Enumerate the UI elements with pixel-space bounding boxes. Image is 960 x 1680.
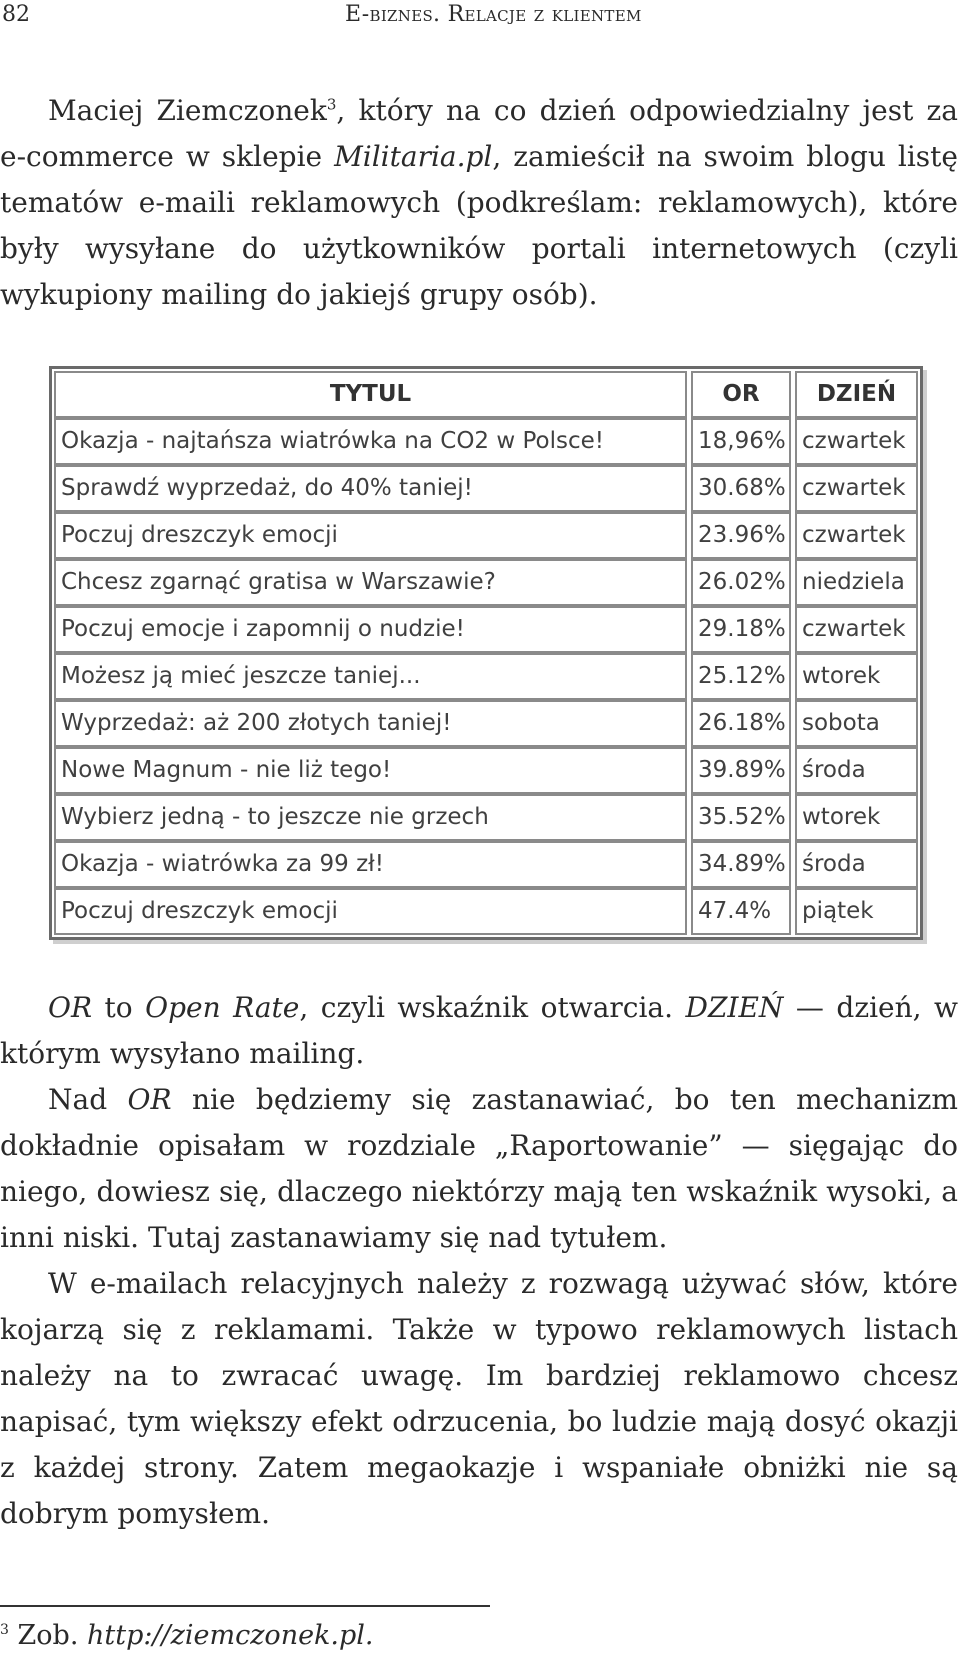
footnote-number: 3 xyxy=(0,1622,9,1638)
table-cell-day: czwartek xyxy=(795,512,918,559)
table-cell-day: czwartek xyxy=(795,606,918,653)
table-cell-title: Możesz ją mieć jeszcze taniej... xyxy=(54,653,687,700)
intro-text-1: Maciej Ziemczonek xyxy=(48,94,327,127)
header-or: OR xyxy=(691,371,791,418)
caption-text-1: to xyxy=(92,991,146,1024)
table-cell-or: 30.68% xyxy=(691,465,791,512)
table-cell-or: 29.18% xyxy=(691,606,791,653)
table-cell-title: Poczuj dreszczyk emocji xyxy=(54,512,687,559)
table-cell-or: 47.4% xyxy=(691,888,791,935)
table-grid xyxy=(52,369,920,935)
table-cell-or: 26.02% xyxy=(691,559,791,606)
table-cell-title: Sprawdź wyprzedaż, do 40% taniej! xyxy=(54,465,687,512)
intro-text-2: , który na co dzień odpowiedzialny jest za e-commerce w sklepie xyxy=(0,94,958,173)
caption-text-3: — dzień, w którym wysyłano mailing. xyxy=(0,991,958,1070)
table-cell-title: Wyprzedaż: aż 200 złotych taniej! xyxy=(54,700,687,747)
table-cell-day: czwartek xyxy=(795,418,918,465)
caption-open-rate: Open Rate xyxy=(145,991,300,1024)
caption-paragraph xyxy=(0,985,958,1077)
footnote xyxy=(0,1620,374,1651)
page-header xyxy=(0,2,960,32)
table-cell-day: czwartek xyxy=(795,465,918,512)
table-cell-day: piątek xyxy=(795,888,918,935)
footnote-label: Zob. xyxy=(17,1620,87,1651)
running-title: E-biznes. Relacje z klientem xyxy=(345,2,642,27)
or-paragraph xyxy=(0,1077,958,1261)
or-term: OR xyxy=(127,1083,172,1116)
email-subjects-table xyxy=(49,366,923,940)
table-cell-day: wtorek xyxy=(795,794,918,841)
caption-text-2: , czyli wskaźnik otwarcia. xyxy=(299,991,686,1024)
caption-dzien: DZIEŃ xyxy=(685,991,784,1024)
table-cell-or: 18,96% xyxy=(691,418,791,465)
table-cell-or: 25.12% xyxy=(691,653,791,700)
table-cell-or: 35.52% xyxy=(691,794,791,841)
table-cell-day: środa xyxy=(795,841,918,888)
intro-text-3: , zamieścił na swoim blogu listę tematów e-maili reklamowych (podkreślam: reklamowych), które były wysyłane do użytkowników portali internetowych (czyli wykupiony mailing do jakiejś grupy osób). xyxy=(0,140,958,311)
table-cell-day: środa xyxy=(795,747,918,794)
page-number: 82 xyxy=(2,2,30,27)
shop-name: Militaria.pl xyxy=(334,140,493,173)
footnote-link[interactable]: http://ziemczonek.pl. xyxy=(86,1620,374,1651)
table-cell-or: 39.89% xyxy=(691,747,791,794)
table-cell-day: wtorek xyxy=(795,653,918,700)
table-cell-title: Chcesz zgarnąć gratisa w Warszawie? xyxy=(54,559,687,606)
emails-paragraph: W e-mailach relacyjnych należy z rozwagą używać słów, które kojarzą się z reklamami. Także w typowo reklamowych listach należy na to zwracać uwagę. Im bardziej reklamowo chcesz napisać, tym większy efekt odrzucenia, bo ludzie mają dosyć okazji z każdej strony. Zatem megaokazje i wspaniałe obniżki nie są dobrym pomysłem. xyxy=(0,1267,958,1530)
table-cell-day: niedziela xyxy=(795,559,918,606)
or-text-2: nie będziemy się zastanawiać, bo ten mechanizm dokładnie opisałam w rozdziale „Raportowanie” — sięgając do niego, dowiesz się, dlaczego niektórzy mają ten wskaźnik wysoki, a inni niski. Tutaj zastanawiamy się nad tytułem. xyxy=(0,1083,958,1254)
table-cell-title: Okazja - najtańsza wiatrówka na CO2 w Polsce! xyxy=(54,418,687,465)
intro-paragraph xyxy=(0,88,958,318)
table-cell-title: Poczuj emocje i zapomnij o nudzie! xyxy=(54,606,687,653)
header-title: TYTUL xyxy=(54,371,687,418)
table-cell-or: 34.89% xyxy=(691,841,791,888)
or-text-1: Nad xyxy=(48,1083,128,1116)
table-cell-or: 26.18% xyxy=(691,700,791,747)
caption-or: OR xyxy=(48,991,93,1024)
footnote-ref: 3 xyxy=(326,95,337,114)
table-cell-title: Wybierz jedną - to jeszcze nie grzech xyxy=(54,794,687,841)
table-cell-day: sobota xyxy=(795,700,918,747)
header-day: DZIEŃ xyxy=(795,371,918,418)
table-cell-or: 23.96% xyxy=(691,512,791,559)
table-cell-title: Okazja - wiatrówka za 99 zł! xyxy=(54,841,687,888)
footnote-rule xyxy=(0,1605,490,1607)
table-cell-title: Nowe Magnum - nie liż tego! xyxy=(54,747,687,794)
table-cell-title: Poczuj dreszczyk emocji xyxy=(54,888,687,935)
